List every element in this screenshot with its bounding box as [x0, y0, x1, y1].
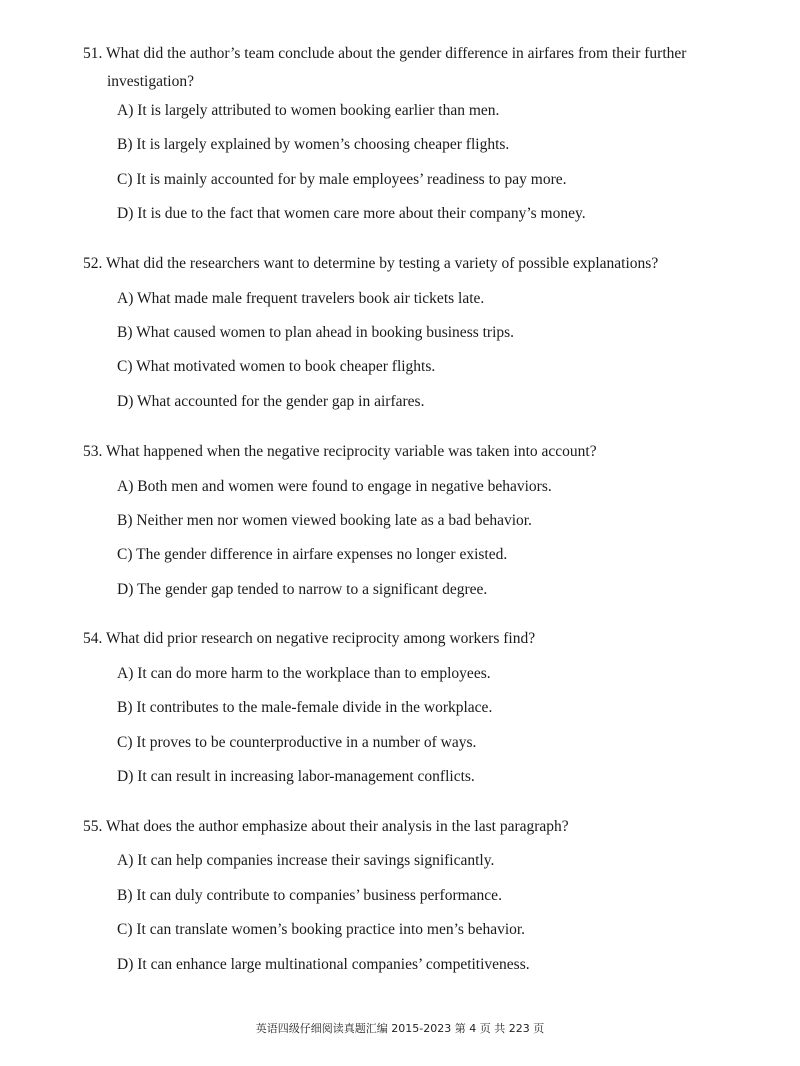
page-footer: 英语四级仔细阅读真题汇编 2015-2023 第 4 页 共 223 页: [255, 1022, 545, 1035]
option-a: [117, 101, 499, 121]
question-text: What does the author emphasize about their analysis in the last paragraph?: [105, 818, 569, 835]
option-a: [117, 477, 552, 497]
option-text: The gender difference in airfare expenses no longer existed.: [136, 546, 508, 563]
option-b: [117, 698, 492, 718]
option-b: [117, 135, 509, 155]
option-a: [117, 851, 494, 871]
option-text: Both men and women were found to engage in negative behaviors.: [137, 478, 552, 495]
option-text: It can enhance large multinational companies’ competitiveness.: [137, 956, 530, 973]
option-letter: B): [117, 699, 133, 716]
question-stem: [83, 250, 757, 278]
question-number: 55.: [83, 818, 103, 835]
option-letter: D): [117, 581, 134, 598]
option-text: It can do more harm to the workplace than to employees.: [137, 665, 491, 682]
option-letter: C): [117, 921, 133, 938]
question-text: What happened when the negative reciprocity variable was taken into account?: [105, 443, 597, 460]
option-text: It contributes to the male-female divide in the workplace.: [136, 699, 493, 716]
question-number: 53.: [83, 443, 103, 460]
option-text: Neither men nor women viewed booking late as a bad behavior.: [136, 512, 532, 529]
question-stem: [83, 625, 757, 653]
option-d: [117, 767, 475, 787]
option-b: [117, 511, 532, 531]
question-text: What did the author’s team conclude about the gender difference in airfares from their further investigation?: [105, 45, 687, 90]
option-text: What motivated women to book cheaper flights.: [136, 358, 436, 375]
option-a: [117, 289, 484, 309]
option-c: [117, 545, 507, 565]
option-text: It can help companies increase their savings significantly.: [137, 852, 495, 869]
question-number: 52.: [83, 255, 103, 272]
option-text: It proves to be counterproductive in a number of ways.: [136, 734, 477, 751]
option-letter: C): [117, 171, 133, 188]
option-text: It is largely attributed to women booking earlier than men.: [137, 102, 500, 119]
option-letter: C): [117, 546, 133, 563]
question-number: 51.: [83, 45, 103, 62]
option-d: [117, 955, 530, 975]
option-b: [117, 886, 502, 906]
option-d: [117, 580, 487, 600]
option-d: [117, 204, 586, 224]
option-text: It is largely explained by women’s choosing cheaper flights.: [136, 136, 510, 153]
option-c: [117, 357, 435, 377]
option-c: [117, 920, 525, 940]
option-b: [117, 323, 514, 343]
question-stem: [83, 40, 757, 96]
option-letter: A): [117, 290, 134, 307]
option-letter: B): [117, 324, 133, 341]
option-text: It can duly contribute to companies’ business performance.: [136, 887, 502, 904]
option-letter: A): [117, 102, 134, 119]
option-letter: A): [117, 478, 134, 495]
option-letter: C): [117, 358, 133, 375]
option-text: It can translate women’s booking practice into men’s behavior.: [136, 921, 526, 938]
option-c: [117, 733, 476, 753]
option-text: What caused women to plan ahead in booking business trips.: [136, 324, 515, 341]
option-letter: D): [117, 768, 134, 785]
option-letter: B): [117, 887, 133, 904]
option-letter: D): [117, 393, 134, 410]
question-number: 54.: [83, 630, 103, 647]
option-text: It can result in increasing labor-management conflicts.: [137, 768, 475, 785]
option-c: [117, 170, 567, 190]
option-letter: B): [117, 136, 133, 153]
option-d: [117, 392, 424, 412]
question-stem: [83, 438, 757, 466]
option-text: What accounted for the gender gap in airfares.: [136, 393, 425, 410]
option-text: The gender gap tended to narrow to a significant degree.: [136, 581, 488, 598]
option-text: What made male frequent travelers book air tickets late.: [136, 290, 485, 307]
question-text: What did the researchers want to determine by testing a variety of possible explanations?: [105, 255, 659, 272]
option-letter: B): [117, 512, 133, 529]
option-text: It is due to the fact that women care more about their company’s money.: [137, 205, 586, 222]
option-letter: A): [117, 665, 134, 682]
question-text: What did prior research on negative reciprocity among workers find?: [105, 630, 536, 647]
option-text: It is mainly accounted for by male employees’ readiness to pay more.: [136, 171, 567, 188]
option-letter: D): [117, 205, 134, 222]
option-letter: A): [117, 852, 134, 869]
question-stem: [83, 813, 757, 841]
option-letter: C): [117, 734, 133, 751]
option-letter: D): [117, 956, 134, 973]
option-a: [117, 664, 491, 684]
